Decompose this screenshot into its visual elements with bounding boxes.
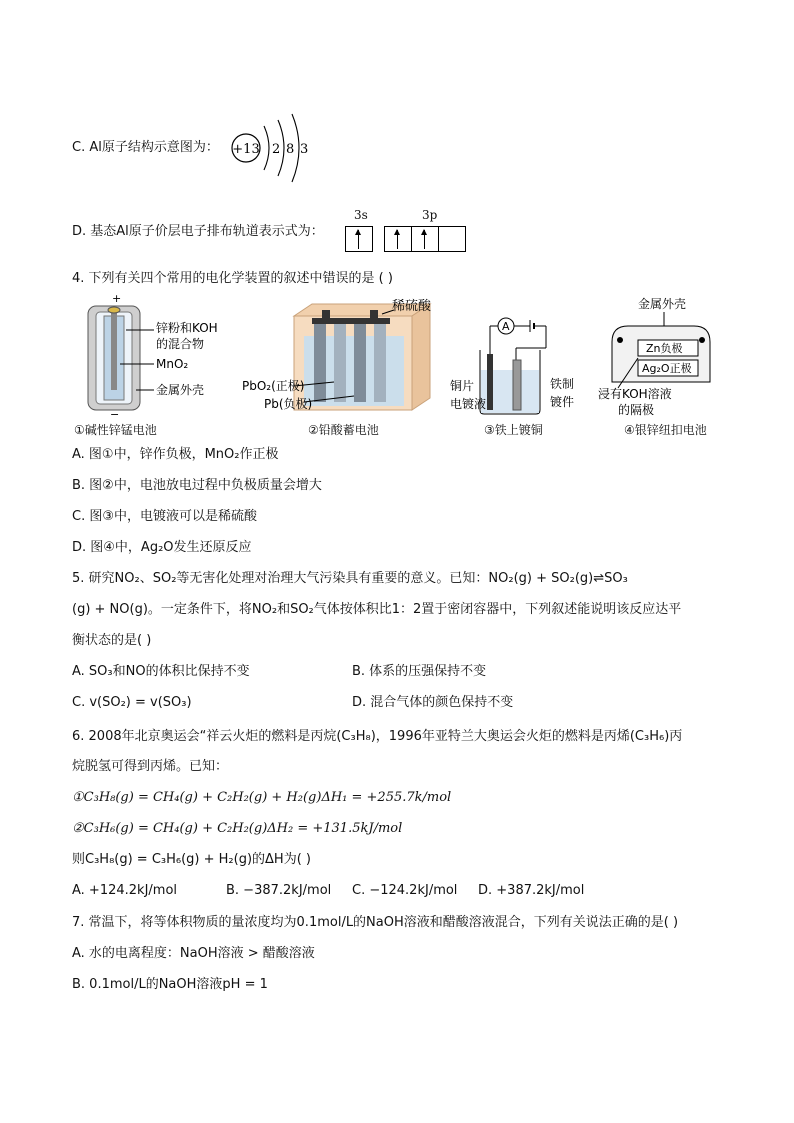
plus-terminal-label: + bbox=[112, 294, 122, 305]
spin-up-arrow-icon bbox=[358, 230, 359, 249]
sulfuric-acid-label: 稀硫酸 bbox=[392, 299, 432, 314]
q6-question: 则C₃H₈(g) = C₃H₆(g) + H₂(g)的ΔH为( ) bbox=[72, 852, 311, 867]
q5-option-b: B. 体系的压强保持不变 bbox=[352, 664, 487, 679]
q4-option-a: A. 图①中，锌作负极，MnO₂作正极 bbox=[72, 447, 279, 462]
copper-sheet-label: 铜片 bbox=[450, 379, 475, 393]
shell-2-count: 8 bbox=[286, 142, 295, 157]
orbital-3p-label: 3p bbox=[422, 208, 438, 222]
q4-stem: 4. 下列有关四个常用的电化学装置的叙述中错误的是 ( ) bbox=[72, 271, 393, 286]
q3-option-c: C. Al原子结构示意图为： bbox=[72, 140, 219, 155]
q6-equation-2: ②C₃H₆(g) = CH₄(g) + C₂H₂(g)ΔH₂ = +131.5kJ/mol bbox=[72, 821, 403, 836]
orbital-3s bbox=[345, 226, 373, 252]
zn-negative-label: Zn负极 bbox=[646, 342, 683, 355]
q6-equation-1: ①C₃H₈(g) = CH₄(g) + C₂H₂(g) + H₂(g)ΔH₁ = +255.7k/mol bbox=[72, 790, 452, 805]
orbital-3s-label: 3s bbox=[354, 208, 368, 222]
q5-option-d: D. 混合气体的颜色保持不变 bbox=[352, 695, 514, 710]
q5-stem-line-1: 5. 研究NO₂、SO₂等无害化处理对治理大气污染具有重要的意义。已知：NO₂(g) + SO₂(g)⇌SO₃ bbox=[72, 571, 628, 586]
q6-stem-line-2: 烷脱氢可得到丙烯。已知： bbox=[72, 759, 229, 774]
q5-stem-line-2: (g) + NO(g)。一定条件下，将NO₂和SO₂气体按体积比1：2置于密闭容器中，下列叙述能说明该反应达平 bbox=[72, 602, 682, 617]
q6-stem-line-1: 6. 2008年北京奥运会“祥云火炬的燃料是丙烷(C₃H₈)，1996年亚特兰大奥运会火炬的燃料是丙烯(C₃H₆)丙 bbox=[72, 729, 683, 744]
q4-option-d: D. 图④中，Ag₂O发生还原反应 bbox=[72, 540, 252, 555]
pbo2-positive-label: PbO₂(正极) bbox=[242, 379, 305, 393]
mno2-label: MnO₂ bbox=[156, 357, 189, 371]
orbital-box bbox=[345, 226, 373, 252]
lead-acid-battery-figure bbox=[242, 296, 442, 420]
fig3-caption: ③铁上镀铜 bbox=[484, 423, 543, 437]
fig1-caption: ①碱性锌锰电池 bbox=[74, 423, 157, 437]
orbital-box bbox=[438, 226, 466, 252]
q5-option-a: A. SO₃和NO的体积比保持不变 bbox=[72, 664, 250, 679]
metal-shell-label: 金属外壳 bbox=[156, 383, 205, 397]
shell-1-count: 2 bbox=[272, 142, 281, 157]
q7-option-b: B. 0.1mol/L的NaOH溶液pH = 1 bbox=[72, 977, 268, 992]
q7-stem: 7. 常温下，将等体积物质的量浓度均为0.1mol/L的NaOH溶液和醋酸溶液混合，下列有关说法正确的是( ) bbox=[72, 915, 679, 930]
q6-option-d: D. +387.2kJ/mol bbox=[478, 883, 585, 898]
iron-part-label-1: 铁制 bbox=[550, 377, 575, 391]
plating-solution-label: 电镀液 bbox=[450, 397, 487, 411]
q5-stem-line-3: 衡状态的是( ) bbox=[72, 633, 152, 648]
q6-option-b: B. −387.2kJ/mol bbox=[226, 883, 332, 898]
metal-shell-label: 金属外壳 bbox=[638, 297, 687, 311]
q4-option-b: B. 图②中，电池放电过程中负极质量会增大 bbox=[72, 478, 322, 493]
pb-negative-label: Pb(负极) bbox=[264, 397, 313, 411]
spin-up-arrow-icon bbox=[397, 230, 398, 249]
koh-separator-label-2: 的隔极 bbox=[618, 403, 655, 417]
mixture-label: 的混合物 bbox=[156, 337, 205, 351]
q5-option-c: C. v(SO₂) = v(SO₃) bbox=[72, 695, 192, 710]
fig2-caption: ②铅酸蓄电池 bbox=[308, 423, 379, 437]
q4-option-c: C. 图③中，电镀液可以是稀硫酸 bbox=[72, 509, 257, 524]
orbital-3p bbox=[384, 226, 466, 252]
iron-copper-plating-figure bbox=[450, 314, 590, 420]
alkaline-zinc-manganese-battery-figure bbox=[74, 294, 224, 418]
q3-option-d: D. 基态Al原子价层电子排布轨道表示式为： bbox=[72, 224, 324, 239]
spin-up-arrow-icon bbox=[424, 230, 425, 249]
orbital-box bbox=[411, 226, 439, 252]
nucleus-label: +13 bbox=[232, 142, 260, 157]
q6-option-a: A. +124.2kJ/mol bbox=[72, 883, 178, 898]
orbital-box bbox=[384, 226, 412, 252]
q6-option-c: C. −124.2kJ/mol bbox=[352, 883, 458, 898]
koh-separator-label-1: 浸有KOH溶液 bbox=[598, 387, 672, 401]
shell-3-count: 3 bbox=[300, 142, 309, 157]
iron-part-label-2: 镀件 bbox=[550, 395, 575, 409]
al-atom-structure-diagram bbox=[228, 112, 318, 192]
zinc-koh-label: 锌粉和KOH bbox=[156, 321, 218, 335]
ammeter-icon: A bbox=[502, 320, 510, 333]
fig4-caption: ④银锌纽扣电池 bbox=[624, 423, 707, 437]
ag2o-positive-label: Ag₂O正极 bbox=[642, 362, 692, 375]
minus-terminal-label: − bbox=[110, 408, 120, 418]
silver-zinc-button-battery-figure bbox=[598, 296, 722, 420]
q7-option-a: A. 水的电离程度：NaOH溶液 > 醋酸溶液 bbox=[72, 946, 315, 961]
